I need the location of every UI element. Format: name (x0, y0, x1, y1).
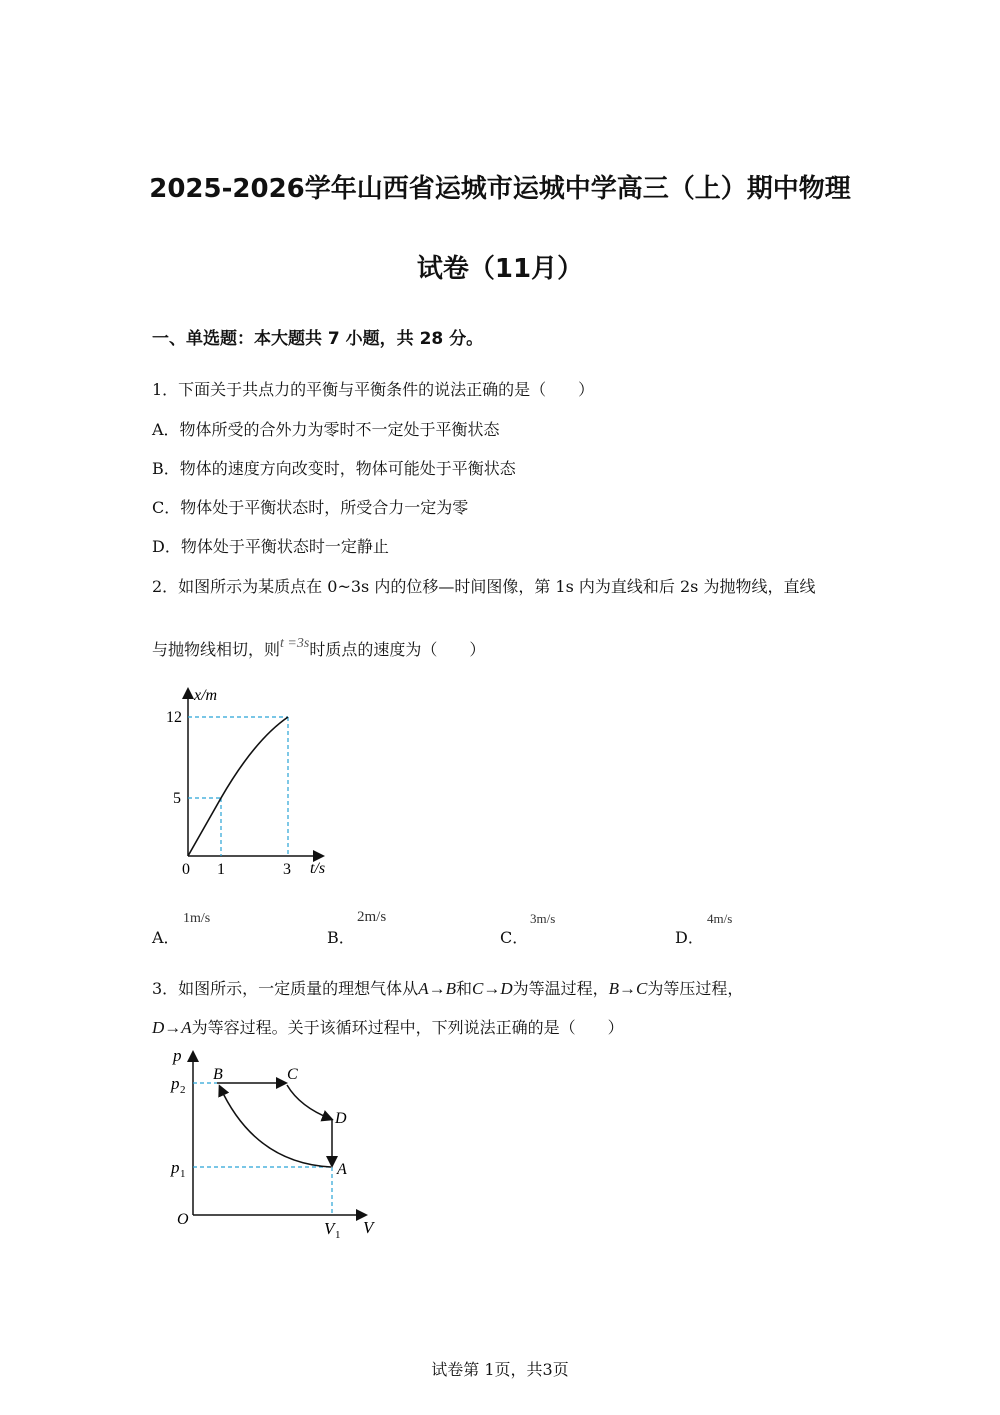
q3-p-axis-label: p (173, 1046, 182, 1065)
q3-ab-curve (220, 1087, 331, 1167)
q3-state-d: D (335, 1110, 347, 1127)
q2-option-b-letter: B． (327, 928, 355, 947)
q2-position-time-graph (160, 680, 360, 880)
q3-line1-pre: 3．如图所示，一定质量的理想气体从 (152, 979, 419, 998)
q3-line1-post: 为等压过程， (647, 979, 744, 998)
q3-p2-label: p (171, 1074, 180, 1093)
q1-option-d: D．物体处于平衡状态时一定静止 (152, 537, 389, 556)
q3-v1-subscript: 1 (335, 1229, 341, 1241)
q3-da-process: D→A (152, 1018, 192, 1037)
q2-x-axis-label: t/s (310, 860, 326, 877)
q3-origin-label: O (177, 1211, 189, 1228)
q2-option-a-value: 1m/s (183, 911, 211, 926)
page-title-line1: 2025-2026学年山西省运城市运城中学高三（上）期中物理 (149, 174, 851, 204)
q2-stem-pre: 与抛物线相切，则 (152, 640, 281, 659)
q2-option-d-value: 4m/s (707, 911, 733, 926)
q1-option-b: B．物体的速度方向改变时，物体可能处于平衡状态 (152, 459, 516, 478)
q3-p1-label: p (171, 1158, 180, 1177)
q1-option-c: C．物体处于平衡状态时，所受合力一定为零 (152, 498, 469, 517)
q2-time-variable: t =3s (280, 636, 310, 651)
q3-line2-post: 为等容过程。关于该循环过程中，下列说法正确的是（ ） (191, 1018, 624, 1037)
q3-stem-line1 (152, 976, 743, 999)
q3-line1-mid: 为等温过程， (512, 979, 609, 998)
q2-y-axis-label: x/m (194, 687, 218, 704)
q3-p2-subscript: 2 (180, 1084, 186, 1096)
q3-v1-label: V (324, 1219, 335, 1238)
q1-stem: 1．下面关于共点力的平衡与平衡条件的说法正确的是（ ） (152, 380, 595, 399)
q2-x-tick-3: 3 (283, 861, 291, 878)
q3-ab-process: A→B (418, 979, 456, 998)
q3-v-axis-label: V (363, 1218, 374, 1237)
q2-option-c-value: 3m/s (530, 911, 556, 926)
q3-state-a: A (337, 1161, 347, 1178)
q2-option-d-letter: D． (675, 928, 704, 947)
q2-option-a-letter: A． (152, 928, 180, 947)
q2-option-c-letter: C． (500, 928, 529, 947)
q2-x-tick-1: 1 (217, 861, 225, 878)
section-heading: 一、单选题：本大题共 7 小题，共 28 分。 (152, 329, 484, 349)
q2-stem-line1: 2．如图所示为某质点在 0~3s 内的位移—时间图像，第 1s 内为直线和后 2s 为抛物线，直线 (152, 577, 816, 596)
q2-stem-post: 时质点的速度为（ ） (309, 640, 486, 659)
q2-option-b-value: 2m/s (357, 909, 387, 925)
page-title-line2: 试卷（11月） (416, 254, 584, 284)
q2-stem-line2 (152, 637, 485, 660)
q3-p1-subscript: 1 (180, 1168, 186, 1180)
q3-state-c: C (287, 1066, 298, 1083)
q3-line1-and: 和 (455, 979, 472, 998)
page-footer: 试卷第 1页，共3页 (431, 1360, 569, 1379)
q3-stem-line2 (152, 1015, 624, 1038)
q3-cd-curve (287, 1085, 331, 1119)
q3-bc-process: B→C (608, 979, 648, 998)
q1-option-a: A．物体所受的合外力为零时不一定处于平衡状态 (152, 420, 500, 439)
q2-y-tick-12: 12 (166, 709, 182, 726)
q2-origin-label: 0 (182, 861, 190, 878)
q3-cd-process: C→D (471, 979, 513, 998)
q2-y-tick-5: 5 (173, 790, 181, 807)
q3-pv-diagram (165, 1045, 385, 1245)
q2-motion-curve (188, 717, 288, 856)
q3-state-b: B (213, 1066, 223, 1083)
